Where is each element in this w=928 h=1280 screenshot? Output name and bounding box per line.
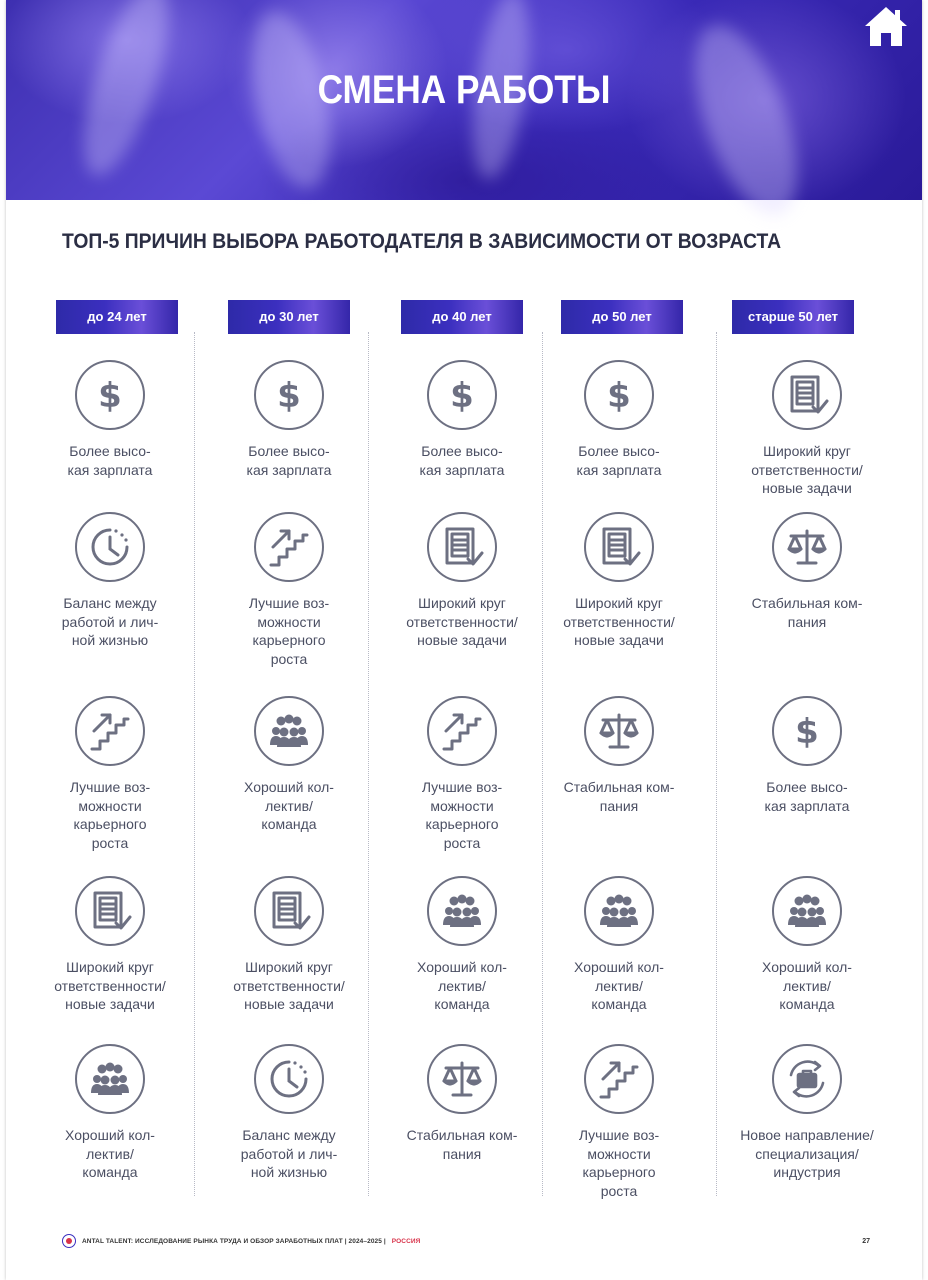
reason-item <box>725 1044 889 1182</box>
reason-label: Лучшие воз- можности карьерного роста <box>421 779 503 851</box>
reason-item <box>380 696 544 852</box>
section-title: ТОП-5 ПРИЧИН ВЫБОРА РАБОТОДАТЕЛЯ В ЗАВИСИМОСТИ ОТ ВОЗРАСТА <box>62 230 782 253</box>
reason-label: Широкий круг ответственности/ новые задачи <box>54 959 166 1012</box>
age-column <box>540 300 704 334</box>
team-icon <box>427 876 497 946</box>
team-icon <box>75 1044 145 1114</box>
reason-label: Лучшие воз- можности карьерного роста <box>69 779 151 851</box>
reason-item <box>28 360 192 479</box>
page-title: СМЕНА РАБОТЫ <box>317 68 611 112</box>
document-check-icon <box>75 876 145 946</box>
document-check-icon <box>772 360 842 430</box>
age-group-header: до 50 лет <box>561 300 683 334</box>
reason-item <box>28 696 192 852</box>
reason-item <box>725 360 889 498</box>
reason-label: Баланс между работой и лич- ной жизнью <box>240 1127 338 1180</box>
dollar-icon <box>772 696 842 766</box>
footer-country: РОССИЯ <box>391 1237 421 1245</box>
age-group-header: до 30 лет <box>228 300 350 334</box>
reason-label: Стабильная ком- пания <box>751 595 863 630</box>
reason-label: Широкий круг ответственности/ новые задачи <box>233 959 345 1012</box>
reason-label: Более высо- кая зарплата <box>764 779 850 814</box>
reason-label: Хороший кол- лектив/ команда <box>417 959 507 1012</box>
reason-item <box>207 696 371 834</box>
stairs-icon <box>427 696 497 766</box>
svg-text:$: $ <box>277 376 301 416</box>
svg-text:$: $ <box>98 376 122 416</box>
footer <box>62 1234 420 1248</box>
reason-label: Хороший кол- лектив/ команда <box>574 959 664 1012</box>
reason-label: Широкий круг ответственности/ новые задачи <box>751 443 863 496</box>
reason-label: Стабильная ком- пания <box>563 779 675 814</box>
reason-item <box>537 360 701 479</box>
age-column <box>711 300 875 334</box>
reason-item <box>380 1044 544 1163</box>
scales-icon <box>584 696 654 766</box>
reason-label: Стабильная ком- пания <box>406 1127 518 1162</box>
reason-item <box>725 512 889 631</box>
reason-item <box>380 512 544 650</box>
reason-item <box>537 876 701 1014</box>
reason-item <box>725 696 889 815</box>
home-icon <box>862 4 910 48</box>
briefcase-cycle-icon <box>772 1044 842 1114</box>
stairs-icon <box>584 1044 654 1114</box>
reason-item <box>537 1044 701 1200</box>
reason-item <box>725 876 889 1014</box>
reason-label: Более высо- кая зарплата <box>419 443 505 478</box>
reason-label: Широкий круг ответственности/ новые задачи <box>406 595 518 648</box>
header-banner <box>6 0 922 200</box>
reason-item <box>28 512 192 650</box>
scales-icon <box>772 512 842 582</box>
dollar-icon <box>427 360 497 430</box>
footer-text: ANTAL TALENT: ИССЛЕДОВАНИЕ РЫНКА ТРУДА И ОБЗОР ЗАРАБОТНЫХ ПЛАТ | 2024–2025 | <box>82 1237 386 1245</box>
age-column <box>380 300 544 334</box>
dollar-icon <box>254 360 324 430</box>
age-column <box>207 300 371 334</box>
age-group-header: до 24 лет <box>56 300 178 334</box>
reason-item <box>28 876 192 1014</box>
reason-label: Более высо- кая зарплата <box>67 443 153 478</box>
age-column <box>35 300 199 334</box>
stairs-icon <box>75 696 145 766</box>
age-group-header: до 40 лет <box>401 300 523 334</box>
reason-item <box>207 512 371 668</box>
reason-label: Лучшие воз- можности карьерного роста <box>578 1127 660 1199</box>
reason-label: Лучшие воз- можности карьерного роста <box>248 595 330 667</box>
home-button[interactable] <box>862 4 910 48</box>
reason-label: Хороший кол- лектив/ команда <box>244 779 334 832</box>
reason-label: Широкий круг ответственности/ новые задачи <box>563 595 675 648</box>
team-icon <box>584 876 654 946</box>
column-divider <box>194 332 195 1196</box>
age-group-header: старше 50 лет <box>732 300 854 334</box>
document-check-icon <box>254 876 324 946</box>
stairs-icon <box>254 512 324 582</box>
clock-icon <box>75 512 145 582</box>
reason-label: Новое направление/ специализация/ индустрия <box>740 1127 874 1180</box>
reason-item <box>537 696 701 815</box>
document-check-icon <box>584 512 654 582</box>
page <box>6 0 922 1280</box>
svg-text:$: $ <box>450 376 474 416</box>
dollar-icon <box>75 360 145 430</box>
scales-icon <box>427 1044 497 1114</box>
reason-label: Более высо- кая зарплата <box>576 443 662 478</box>
reason-label: Более высо- кая зарплата <box>246 443 332 478</box>
reason-label: Хороший кол- лектив/ команда <box>65 1127 155 1180</box>
reason-item <box>28 1044 192 1182</box>
team-icon <box>254 696 324 766</box>
reason-item <box>207 876 371 1014</box>
svg-text:$: $ <box>607 376 631 416</box>
reason-item <box>207 360 371 479</box>
svg-text:$: $ <box>795 712 819 752</box>
logo-icon <box>62 1234 76 1248</box>
reason-item <box>537 512 701 650</box>
reason-label: Хороший кол- лектив/ команда <box>762 959 852 1012</box>
reason-item <box>207 1044 371 1182</box>
reason-item <box>380 360 544 479</box>
document-check-icon <box>427 512 497 582</box>
column-divider <box>716 332 717 1196</box>
page-number: 27 <box>862 1238 870 1245</box>
dollar-icon <box>584 360 654 430</box>
clock-icon <box>254 1044 324 1114</box>
reason-item <box>380 876 544 1014</box>
reason-label: Баланс между работой и лич- ной жизнью <box>61 595 159 648</box>
team-icon <box>772 876 842 946</box>
